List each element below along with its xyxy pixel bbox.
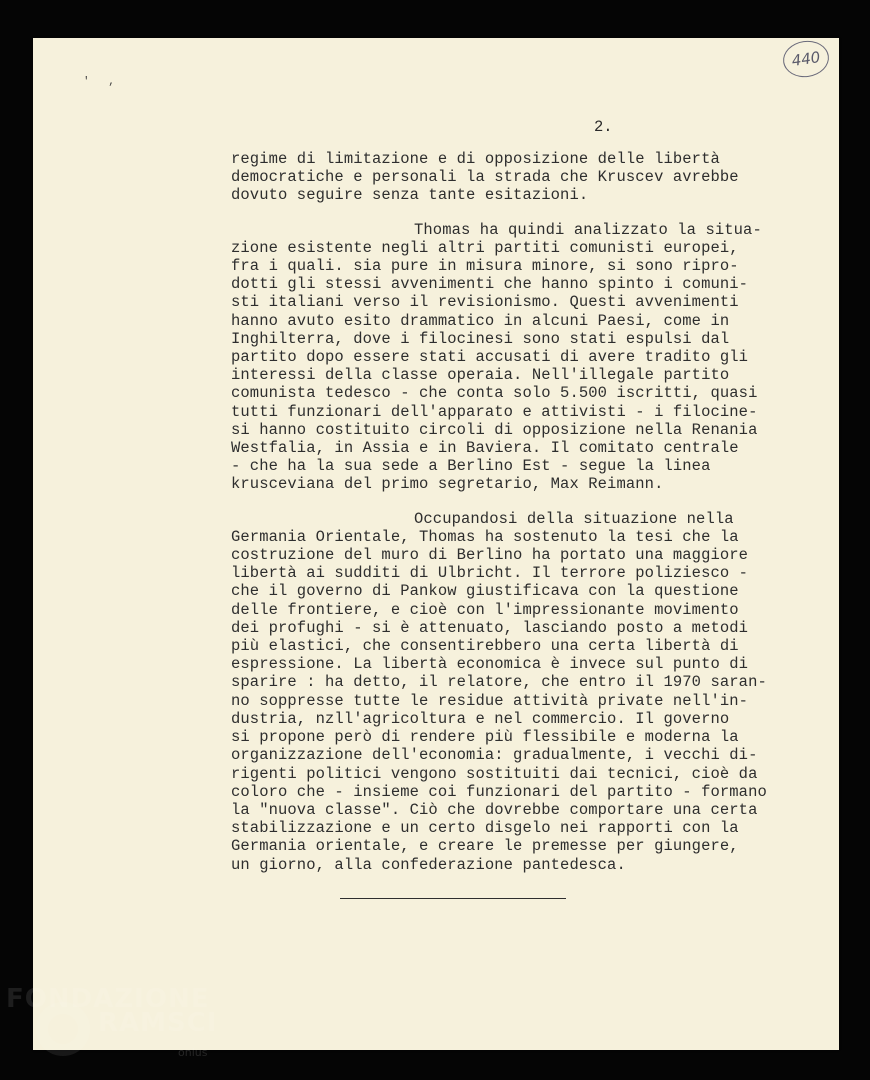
text-line: dotti gli stessi avvenimenti che hanno spinto i comuni- (231, 275, 749, 294)
text-line: un giorno, alla confederazione pantedesca. (231, 855, 626, 874)
text-line: rigenti politici vengono sostituiti dai tecnici, cioè da (231, 764, 758, 783)
text-line: libertà ai sudditi di Ulbricht. Il terrore poliziesco - (231, 564, 749, 583)
paragraph-3 (231, 510, 791, 874)
text-line: più elastici, che consentirebbero una certa libertà di (231, 637, 739, 656)
text-line: no soppresse tutte le residue attività private nell'in- (231, 691, 749, 710)
text-line: sparire : ha detto, il relatore, che entro il 1970 saran- (231, 673, 767, 692)
text-line: espressione. La libertà economica è invece sul punto di (231, 655, 749, 674)
text-line: Inghilterra, dove i filocinesi sono stati espulsi dal (231, 329, 730, 348)
text-line: comunista tedesco - che conta solo 5.500 iscritti, quasi (231, 384, 758, 403)
watermark-line-2: RAMSCI (98, 1008, 218, 1038)
text-line: hanno avuto esito drammatico in alcuni Paesi, come in (231, 311, 730, 330)
text-line: sti italiani verso il revisionismo. Questi avvenimenti (231, 293, 739, 312)
text-line: stabilizzazione e un certo disgelo nei rapporti con la (231, 819, 739, 838)
text-line: - che ha la sua sede a Berlino Est - segue la linea (231, 457, 711, 476)
text-line: Germania orientale, e creare le premesse per giungere, (231, 837, 739, 856)
text-line: organizzazione dell'economia: gradualmente, i vecchi di- (231, 746, 758, 765)
text-line: costruzione del muro di Berlino ha portato una maggiore (231, 546, 749, 565)
watermark-line-1: FONDAZIONE (6, 984, 210, 1014)
watermark-g-logo-icon (36, 1002, 90, 1056)
text-line: coloro che - insieme coi funzionari del partito - formano (231, 782, 767, 801)
text-line: Germania Orientale, Thomas ha sostenuto la tesi che la (231, 527, 739, 546)
text-line: dustria, nzll'agricoltura e nel commercio. Il governo (231, 709, 730, 728)
text-line: partito dopo essere stati accusati di avere tradito gli (231, 348, 749, 367)
paragraph-2 (231, 221, 791, 494)
paragraph-1 (231, 150, 791, 205)
watermark-line-3: onlus (178, 1046, 208, 1059)
fondazione-gramsci-watermark (6, 984, 226, 1064)
text-line: Occupandosi della situazione nella (414, 509, 734, 528)
text-line: si hanno costituito circoli di opposizione nella Renania (231, 420, 758, 439)
text-line: dovuto seguire senza tante esitazioni. (231, 186, 589, 205)
archive-page-stamp-number: 440 (790, 48, 822, 70)
page-number: 2. (594, 118, 613, 136)
text-line: fra i quali. sia pure in misura minore, si sono ripro- (231, 257, 739, 276)
margin-tick-marks: ' , (83, 76, 121, 88)
text-line: la "nuova classe". Ciò che dovrebbe comportare una certa (231, 800, 758, 819)
text-line: dei profughi - si è attenuato, lasciando posto a metodi (231, 618, 749, 637)
text-line: regime di limitazione e di opposizione delle libertà (231, 150, 720, 168)
text-line: che il governo di Pankow giustificava con la questione (231, 582, 739, 601)
text-line: krusceviana del primo segretario, Max Reimann. (231, 475, 664, 494)
text-line: delle frontiere, e cioè con l'impressionante movimento (231, 600, 739, 619)
text-line: Thomas ha quindi analizzato la situa- (414, 220, 762, 239)
text-line: Westfalia, in Assia e in Baviera. Il comitato centrale (231, 439, 739, 458)
typewritten-body (231, 150, 791, 890)
closing-rule (340, 898, 566, 899)
text-line: si propone però di rendere più flessibile e moderna la (231, 728, 739, 747)
text-line: tutti funzionari dell'apparato e attivisti - i filocine- (231, 402, 758, 421)
text-line: interessi della classe operaia. Nell'illegale partito (231, 366, 730, 385)
text-line: democratiche e personali la strada che Kruscev avrebbe (231, 168, 739, 187)
text-line: zione esistente negli altri partiti comunisti europei, (231, 238, 739, 257)
